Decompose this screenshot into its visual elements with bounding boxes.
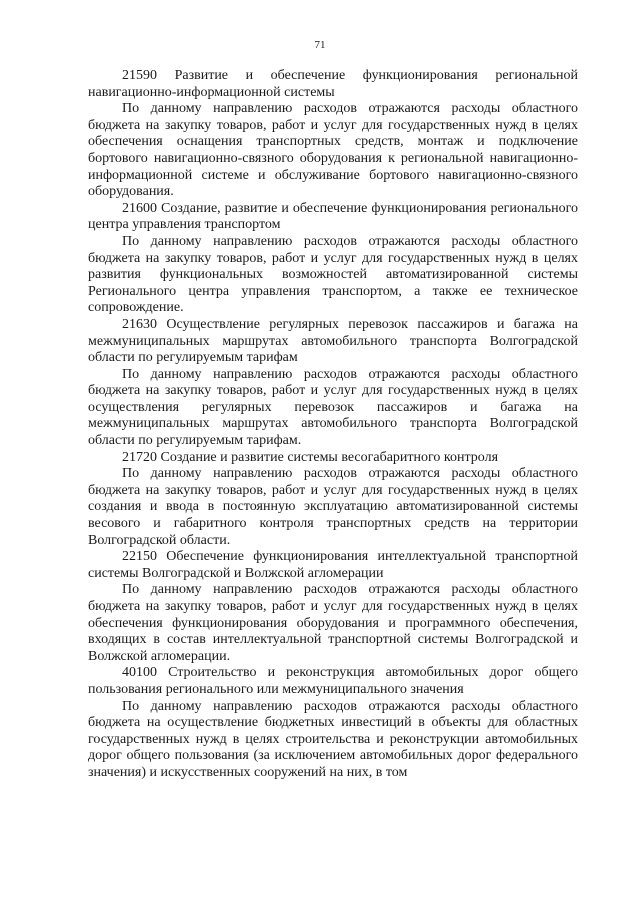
heading-22150: 22150 Обеспечение функционирования интеллектуальной транспортной системы Волгоградской и Волжской агломерации: [88, 549, 578, 581]
heading-21630: 21630 Осуществление регулярных перевозок пассажиров и багажа на межмуниципальных маршрутах автомобильного транспорта Волгоградской области по регулируемым тарифам: [88, 316, 578, 366]
paragraph-21630-description: По данному направлению расходов отражаются расходы областного бюджета на закупку товаров, работ и услуг для государственных нужд в целях осуществления регулярных перевозок пассажиров и багажа на межмуниципальных маршрутах автомобильного транспорта Волгоградской области по регулируемым тарифам.: [88, 366, 578, 449]
heading-21600: 21600 Создание, развитие и обеспечение функционирования регионального центра управления транспортом: [88, 200, 578, 233]
paragraph-22150-description: По данному направлению расходов отражаются расходы областного бюджета на закупку товаров, работ и услуг для государственных нужд в целях обеспечения функционирования оборудования и программного обеспечения, входящих в состав интеллектуальной транспортной системы Волгоградской и Волжской агломерации.: [88, 582, 578, 664]
heading-21590: 21590 Развитие и обеспечение функционирования региональной навигационно-информационной системы: [88, 68, 578, 100]
paragraph-40100-description: По данному направлению расходов отражаются расходы областного бюджета на осуществление бюджетных инвестиций в объекты для областных государственных нужд в целях строительства и реконструкции автомобильных дорог общего пользования (за исключением автомобильных дорог федерального значения) и искусственных сооружений на них, в том: [88, 698, 578, 780]
heading-40100: 40100 Строительство и реконструкция автомобильных дорог общего пользования регионального или межмуниципального значения: [88, 665, 578, 697]
document-body: [88, 68, 578, 782]
page-number: 71: [314, 39, 326, 51]
paragraph-21590-description: По данному направлению расходов отражаются расходы областного бюджета на закупку товаров, работ и услуг для государственных нужд в целях обеспечения оснащения транспортных средств, монтаж и подключение бортового навигационно-связного оборудования к региональной навигационно-информационной системе и обслуживание бортового навигационно-связного оборудования.: [88, 101, 578, 200]
paragraph-21600-description: По данному направлению расходов отражаются расходы областного бюджета на закупку товаров, работ и услуг для государственных нужд в целях развития функциональных возможностей автоматизированной системы Регионального центра управления транспортом, а также ее техническое сопровождение.: [88, 233, 578, 316]
heading-21720: 21720 Создание и развитие системы весогабаритного контроля: [122, 449, 499, 465]
paragraph-21720-description: По данному направлению расходов отражаются расходы областного бюджета на закупку товаров, работ и услуг для государственных нужд в целях создания и ввода в постоянную эксплуатацию автоматизированной системы весового и габаритного контроля транспортных средств на территории Волгоградской области.: [88, 466, 578, 548]
